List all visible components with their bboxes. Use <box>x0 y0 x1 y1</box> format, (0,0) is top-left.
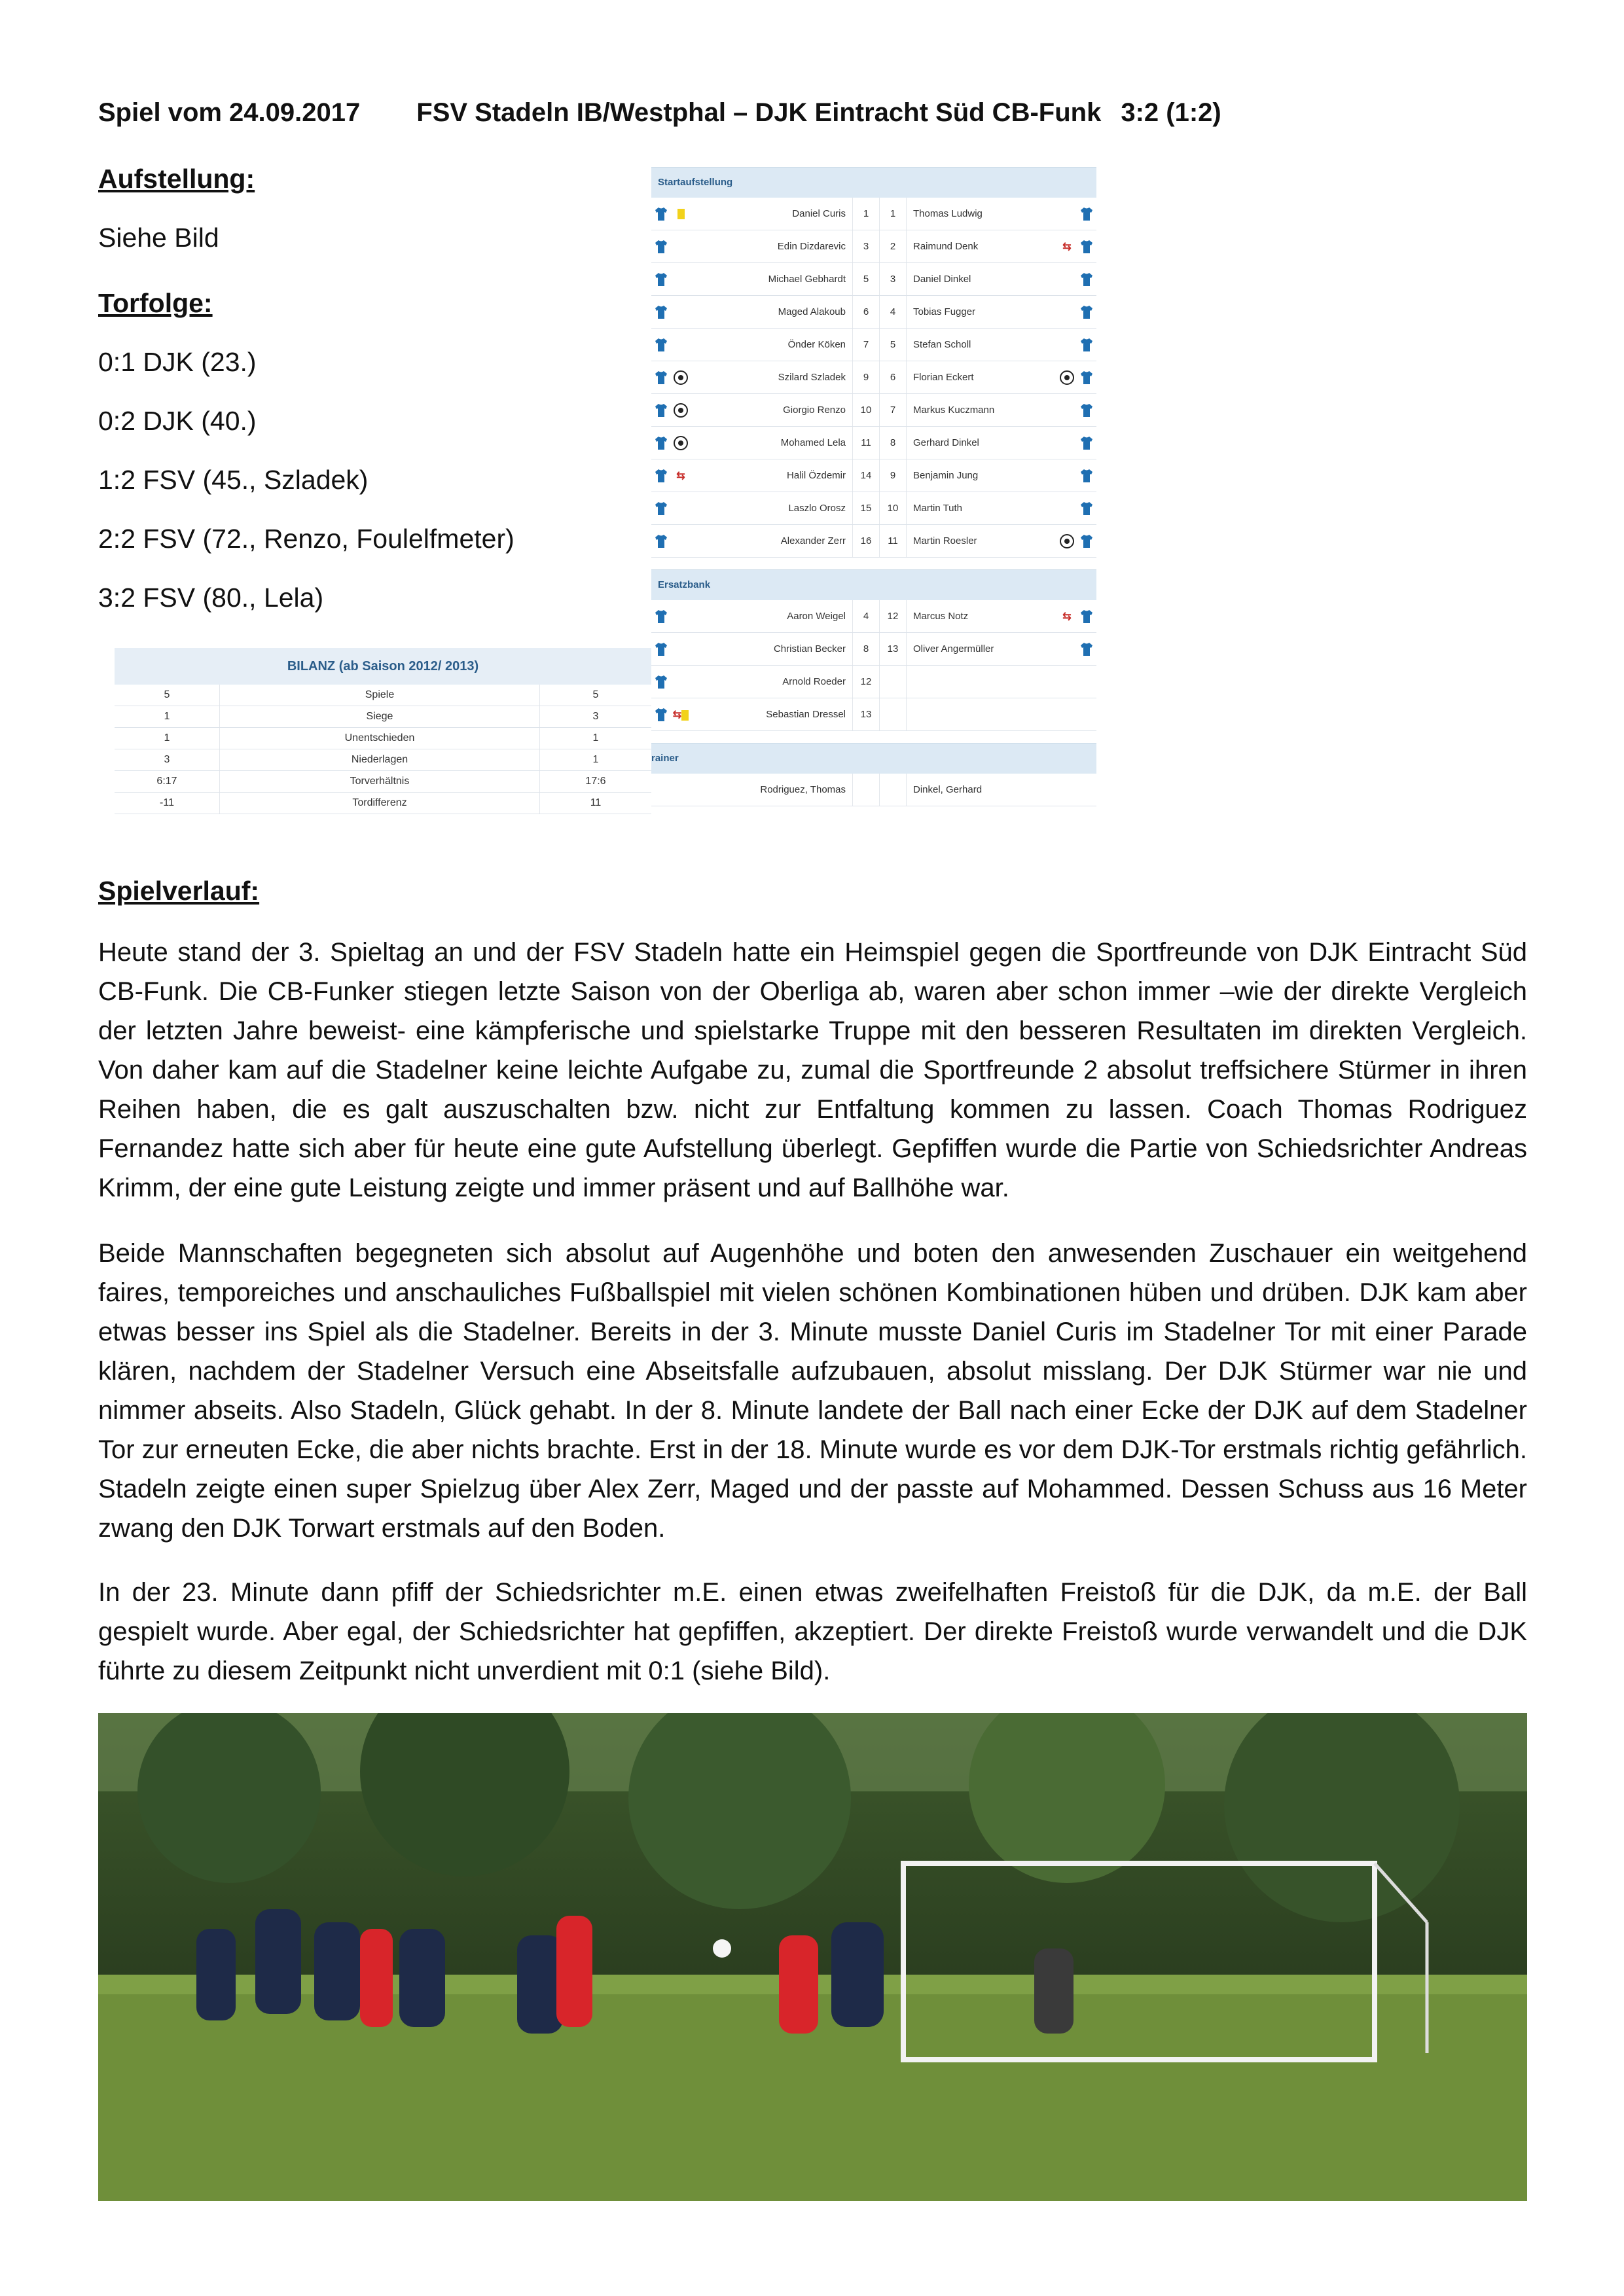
match-teams: FSV Stadeln IB/Westphal – DJK Eintracht Süd CB-Funk <box>416 98 1102 127</box>
shirt-icon <box>1080 609 1093 624</box>
home-number: 5 <box>852 263 879 295</box>
home-player: Daniel Curis <box>792 208 846 219</box>
away-number: 5 <box>879 329 906 361</box>
away-player: Benjamin Jung <box>906 459 1057 492</box>
bilanz-label: Siege <box>219 706 540 727</box>
home-player: Szilard Szladek <box>778 372 846 383</box>
bilanz-label: Tordifferenz <box>219 793 540 814</box>
away-number: 11 <box>879 525 906 557</box>
goals-heading: Torfolge: <box>98 288 213 318</box>
match-photo <box>98 1713 1527 2201</box>
lineup-row <box>651 492 1096 525</box>
home-player: Aaron Weigel <box>787 611 846 622</box>
bilanz-away-value: 11 <box>590 797 602 808</box>
away-player: Oliver Angermüller <box>906 633 1057 665</box>
home-player: Alexander Zerr <box>780 535 846 547</box>
shirt-icon <box>1080 501 1093 516</box>
home-number: 1 <box>852 198 879 230</box>
coach-row <box>651 774 1096 806</box>
goal-ball-icon <box>674 436 688 450</box>
bilanz-row <box>115 749 651 771</box>
away-number: 4 <box>879 296 906 328</box>
bilanz-home-value: 6:17 <box>156 776 177 787</box>
bench-rows <box>651 600 1096 731</box>
match-photo-illustration <box>98 1713 1527 2201</box>
away-number: 13 <box>879 633 906 665</box>
bilanz-away-value: 1 <box>592 732 599 744</box>
home-number: 9 <box>852 361 879 393</box>
away-number: 6 <box>879 361 906 393</box>
lineup-row <box>651 459 1096 492</box>
away-player: Markus Kuczmann <box>906 394 1057 426</box>
lineup-row <box>651 525 1096 558</box>
goal-ball-icon <box>1060 370 1074 385</box>
away-player: Tobias Fugger <box>906 296 1057 328</box>
lineup-row <box>651 263 1096 296</box>
away-number: 7 <box>879 394 906 426</box>
away-number: 1 <box>879 198 906 230</box>
shirt-icon <box>1080 469 1093 483</box>
bilanz-row <box>115 728 651 749</box>
match-date: Spiel vom 24.09.2017 <box>98 98 361 127</box>
lineup-row <box>651 394 1096 427</box>
shirt-icon <box>655 436 668 450</box>
bilanz-label: Torverhältnis <box>219 771 540 792</box>
bilanz-home-value: -11 <box>160 797 174 808</box>
substitution-icon: ⇆ <box>1062 611 1072 622</box>
bilanz-away-value: 3 <box>592 711 599 722</box>
shirt-icon <box>655 534 668 548</box>
away-number: 9 <box>879 459 906 492</box>
away-number <box>879 666 906 698</box>
shirt-icon <box>655 708 668 722</box>
home-number: 15 <box>852 492 879 524</box>
away-player: Florian Eckert <box>906 361 1057 393</box>
goal-ball-icon <box>674 370 688 385</box>
lineup-heading: Aufstellung: <box>98 164 255 194</box>
shirt-icon <box>1080 240 1093 254</box>
shirt-icon <box>1080 403 1093 418</box>
bilanz-row <box>115 706 651 728</box>
home-player: Giorgio Renzo <box>783 404 846 416</box>
home-player: Arnold Roeder <box>782 676 846 687</box>
away-player: Stefan Scholl <box>906 329 1057 361</box>
bench-header: Ersatzbank <box>651 569 1096 600</box>
bilanz-title: BILANZ (ab Saison 2012/ 2013) <box>115 648 651 685</box>
shirt-icon <box>1080 207 1093 221</box>
shirt-icon <box>655 207 668 221</box>
lineup-row <box>651 198 1096 230</box>
goal-item: 0:1 DJK (23.) <box>98 347 257 377</box>
coach-header: rainer <box>651 743 1096 774</box>
report-paragraph-2: Beide Mannschaften begegneten sich absolut auf Augenhöhe und boten den anwesenden Zuschauer ein weitgehend faires, temporeiches und anschauliches Fußballspiel mit vielen schönen Kombinationen hüben und drüben. DJK kam aber etwas besser ins Spiel als die Stadelner. Bereits in der 3. Minute musste Daniel Curis im Stadelner Tor mit einer Parade klären, nachdem der Stadelner Versuch eine Abseitsfalle aufzubauen, absolut misslang. Der DJK Stürmer war nie und nimmer abseits. Also Stadeln, Glück gehabt. In der 8. Minute landete der Ball nach einer Ecke der DJK auf dem Stadelner Tor zur erneuten Ecke, die aber nichts brachte. Erst in der 18. Minute wurde es vor dem DJK-Tor erstmals richtig gefährlich. Stadeln zeigte einen super Spielzug über Alex Zerr, Maged und der passte auf Mohammed. Dessen Schuss aus 16 Meter zwang den DJK Torwart erstmals auf den Boden. <box>98 1239 1527 1543</box>
lineup-row <box>651 230 1096 263</box>
away-number: 12 <box>879 600 906 632</box>
report-paragraph-1: Heute stand der 3. Spieltag an und der FSV Stadeln hatte ein Heimspiel gegen die Sportfreunde von DJK Eintracht Süd CB-Funk. Die CB-Funker stiegen letzte Saison von der Oberliga ab, waren aber schon immer –wie der direkte Vergleich der letzten Jahre beweist- eine kämpferische und spielstarke Truppe mit den besseren Resultaten im direkten Vergleich. Von daher kam auf die Stadelner keine leichte Aufgabe zu, zumal die Sportfreunde 2 absolut treffsichere Stürmer in ihren Reihen haben, die es galt auszuschalten bzw. nicht zur Entfaltung kommen zu lassen. Coach Thomas Rodriguez Fernandez hatte sich aber für heute eine gute Aufstellung überlegt. Gepfiffen wurde die Partie von Schiedsrichter Andreas Krimm, der eine gute Leistung zeigte und immer präsent und auf Ballhöhe war. <box>98 938 1527 1202</box>
goal-item: 1:2 FSV (45., Szladek) <box>98 465 369 495</box>
home-number: 13 <box>852 698 879 730</box>
start-lineup-rows <box>651 198 1096 558</box>
away-player: Thomas Ludwig <box>906 198 1057 230</box>
shirt-icon <box>655 338 668 352</box>
shirt-icon <box>655 403 668 418</box>
lineup-row <box>651 296 1096 329</box>
substitution-icon: ⇆ <box>676 470 685 482</box>
coach-away: Dinkel, Gerhard <box>906 774 1057 806</box>
away-player <box>906 698 1057 730</box>
home-number: 14 <box>852 459 879 492</box>
home-player: Edin Dizdarevic <box>777 241 846 252</box>
lineup-row <box>651 329 1096 361</box>
away-player: Martin Roesler <box>906 525 1057 557</box>
lineup-row <box>651 633 1096 666</box>
substitution-icon: ⇆ <box>1062 241 1072 253</box>
shirt-icon <box>655 240 668 254</box>
shirt-icon <box>655 675 668 689</box>
shirt-icon <box>1080 642 1093 656</box>
bilanz-rows <box>115 685 651 814</box>
start-lineup-header: Startaufstellung <box>651 167 1096 198</box>
bilanz-label: Niederlagen <box>219 749 540 770</box>
away-player: Marcus Notz <box>906 600 1057 632</box>
bilanz-home-value: 3 <box>164 754 170 765</box>
goal-item: 3:2 FSV (80., Lela) <box>98 583 324 613</box>
lineup-row <box>651 698 1096 731</box>
shirt-icon <box>655 609 668 624</box>
home-number: 10 <box>852 394 879 426</box>
report-paragraph-3: In der 23. Minute dann pfiff der Schiedsrichter m.E. einen etwas zweifelhaften Freistoß für die DJK, da m.E. der Ball gespielt wurde. Aber egal, der Schiedsrichter hat gepfiffen, akzeptiert. Der direkte Freistoß wurde verwandelt und die DJK führte zu diesem Zeitpunkt nicht unverdient mit 0:1 (siehe Bild). <box>98 1578 1527 1685</box>
match-score: 3:2 (1:2) <box>1121 98 1221 127</box>
home-player: Christian Becker <box>773 643 846 655</box>
away-player: Martin Tuth <box>906 492 1057 524</box>
away-player: Daniel Dinkel <box>906 263 1057 295</box>
bilanz-table <box>115 648 651 814</box>
home-number: 3 <box>852 230 879 262</box>
home-number: 7 <box>852 329 879 361</box>
home-number: 4 <box>852 600 879 632</box>
bilanz-row <box>115 771 651 793</box>
coach-home: Rodriguez, Thomas <box>760 784 846 795</box>
shirt-icon <box>655 501 668 516</box>
goal-item: 0:2 DJK (40.) <box>98 406 257 436</box>
home-player: Halil Özdemir <box>786 470 846 481</box>
home-number: 8 <box>852 633 879 665</box>
goal-ball-icon <box>674 403 688 418</box>
shirt-icon <box>1080 305 1093 319</box>
goal-ball-icon <box>1060 534 1074 548</box>
shirt-icon <box>655 305 668 319</box>
bilanz-away-value: 5 <box>592 689 599 700</box>
home-player: Laszlo Orosz <box>788 503 846 514</box>
home-number: 11 <box>852 427 879 459</box>
lineup-row <box>651 361 1096 394</box>
substitution-icon: ⇆ <box>672 709 682 721</box>
lineup-text: Siehe Bild <box>98 223 219 253</box>
shirt-icon <box>1080 272 1093 287</box>
bilanz-row <box>115 685 651 706</box>
lineup-row <box>651 666 1096 698</box>
bilanz-home-value: 1 <box>164 732 170 744</box>
away-number: 8 <box>879 427 906 459</box>
shirt-icon <box>655 272 668 287</box>
bilanz-away-value: 17:6 <box>585 776 606 787</box>
away-number: 2 <box>879 230 906 262</box>
bilanz-label: Unentschieden <box>219 728 540 749</box>
away-player: Gerhard Dinkel <box>906 427 1057 459</box>
lineup-row <box>651 600 1096 633</box>
shirt-icon <box>1080 436 1093 450</box>
bilanz-home-value: 1 <box>164 711 170 722</box>
match-header <box>98 98 1221 128</box>
shirt-icon <box>1080 338 1093 352</box>
goal-item: 2:2 FSV (72., Renzo, Foulelfmeter) <box>98 524 514 554</box>
away-number: 3 <box>879 263 906 295</box>
shirt-icon <box>1080 370 1093 385</box>
away-number: 10 <box>879 492 906 524</box>
yellow-card-icon <box>681 710 689 721</box>
shirt-icon <box>655 370 668 385</box>
shirt-icon <box>655 642 668 656</box>
bilanz-away-value: 1 <box>592 754 599 765</box>
away-number <box>879 698 906 730</box>
bilanz-row <box>115 793 651 814</box>
lineup-table <box>651 167 1096 806</box>
yellow-card-icon <box>677 209 685 219</box>
report-heading: Spielverlauf: <box>98 876 260 906</box>
bilanz-home-value: 5 <box>164 689 170 700</box>
bilanz-label: Spiele <box>219 685 540 706</box>
shirt-icon <box>1080 534 1093 548</box>
home-player: Michael Gebhardt <box>768 274 846 285</box>
home-player: Sebastian Dressel <box>766 709 846 720</box>
lineup-row <box>651 427 1096 459</box>
home-number: 16 <box>852 525 879 557</box>
away-player: Raimund Denk <box>906 230 1057 262</box>
home-player: Önder Köken <box>787 339 846 350</box>
away-player <box>906 666 1057 698</box>
home-player: Mohamed Lela <box>780 437 846 448</box>
home-number: 12 <box>852 666 879 698</box>
home-number: 6 <box>852 296 879 328</box>
shirt-icon <box>655 469 668 483</box>
home-player: Maged Alakoub <box>778 306 846 317</box>
